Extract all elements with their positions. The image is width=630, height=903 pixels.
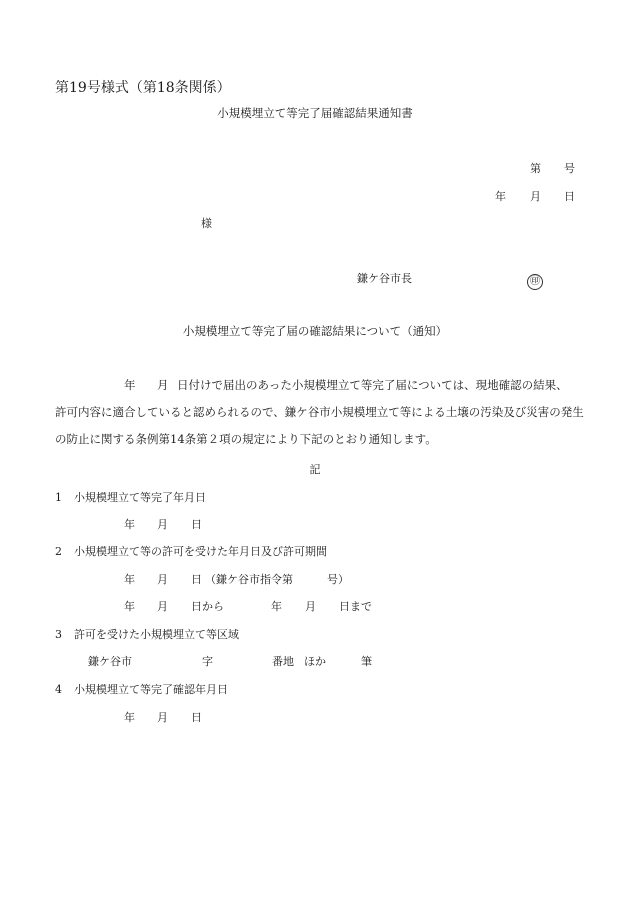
item-1-number: 1: [55, 491, 62, 504]
item-3-number: 3: [55, 628, 62, 641]
form-number: 第19号様式（第18条関係）: [55, 80, 231, 96]
permit-day: 日: [191, 573, 202, 586]
item-1-year: 年: [124, 518, 135, 531]
item-4-day: 日: [191, 711, 202, 724]
permit-year: 年: [124, 573, 135, 586]
document-title: 小規模埋立て等完了届確認結果通知書: [217, 106, 413, 120]
subject-line: 小規模埋立て等完了届の確認結果について（通知）: [182, 324, 448, 338]
body-line-2: 許可内容に適合していると認められるので、鎌ケ谷市小規模埋立て等による土壌の汚染及び災害の発生: [55, 405, 584, 419]
period-end-made: 日まで: [339, 600, 372, 613]
item-1-label: 小規模埋立て等完了年月日: [74, 491, 206, 504]
ki-heading: 記: [309, 463, 321, 476]
area-banchi: 番地: [272, 655, 294, 668]
period-end-year: 年: [271, 600, 282, 613]
item-1-month: 月: [157, 518, 168, 531]
seal-mark: ㊞: [527, 271, 543, 290]
permit-month: 月: [157, 573, 168, 586]
doc-number-dai: 第: [530, 162, 541, 175]
body-line-1: 日付けで届出のあった小規模埋立て等完了届については、現地確認の結果、: [177, 378, 568, 392]
period-start-year: 年: [124, 600, 135, 613]
item-2-label: 小規模埋立て等の許可を受けた年月日及び許可期間: [74, 545, 327, 558]
area-aza: 字: [202, 655, 213, 668]
body-month: 月: [157, 378, 169, 392]
item-1-day: 日: [191, 518, 202, 531]
area-hitsu: 筆: [361, 655, 372, 668]
area-city: 鎌ケ谷市: [88, 655, 132, 668]
period-end-month: 月: [305, 600, 316, 613]
sender-name: 鎌ケ谷市長: [357, 272, 412, 285]
doc-number-go: 号: [564, 162, 575, 175]
date-day: 日: [564, 190, 575, 203]
area-hoka: ほか: [304, 655, 326, 668]
item-2-number: 2: [55, 545, 62, 558]
date-month: 月: [530, 190, 541, 203]
item-4-year: 年: [124, 711, 135, 724]
item-3-label: 許可を受けた小規模埋立て等区域: [74, 628, 239, 641]
item-4-month: 月: [157, 711, 168, 724]
date-year: 年: [495, 190, 506, 203]
addressee-suffix: 様: [201, 217, 212, 230]
item-4-number: 4: [55, 683, 62, 696]
permit-number-close: 号）: [327, 573, 349, 586]
period-start-kara: 日から: [191, 600, 224, 613]
permit-number-open: （鎌ケ谷市指令第: [205, 573, 293, 586]
period-start-month: 月: [157, 600, 168, 613]
body-year: 年: [124, 378, 136, 392]
body-line-3: の防止に関する条例第14条第２項の規定により下記のとおり通知します。: [55, 432, 437, 446]
item-4-label: 小規模埋立て等完了確認年月日: [74, 683, 228, 696]
